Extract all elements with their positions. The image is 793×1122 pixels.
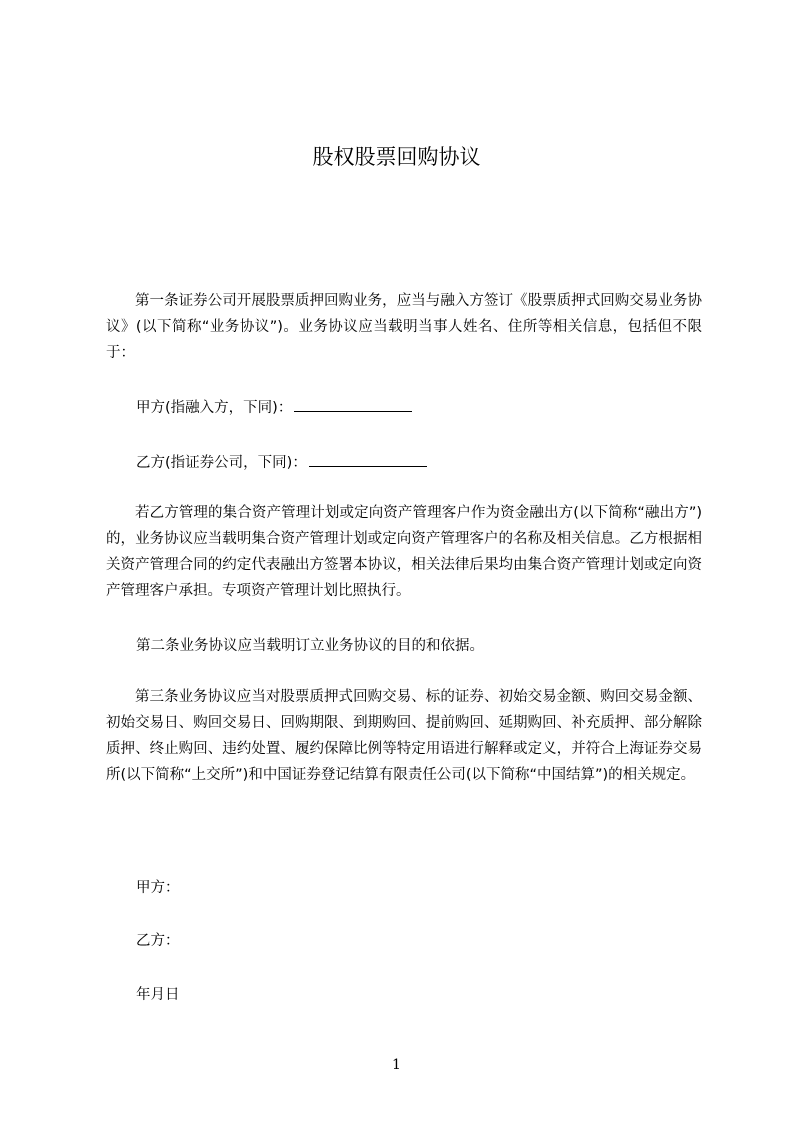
- signature-date: 年月日: [136, 987, 180, 1003]
- party-a-line: [136, 395, 412, 421]
- page-number: 1: [392, 1057, 401, 1073]
- party-a-label: 甲方(指融入方，下同)：: [136, 400, 293, 416]
- party-b-line: [136, 450, 427, 476]
- signature-party-b: 乙方：: [136, 933, 180, 949]
- party-a-blank: [294, 397, 412, 412]
- article-3-paragraph: 第三条业务协议应当对股票质押式回购交易、标的证券、初始交易金额、购回交易金额、初始交易日、购回交易日、回购期限、到期购回、提前购回、延期购回、补充质押、部分解除质押、终止购回、违约处置、履约保障比例等特定用语进行解释或定义，并符合上海证券交易所(以下简称“上交所”)和中国证券登记结算有限责任公司(以下简称“中国结算”)的相关规定。: [106, 689, 702, 783]
- signature-party-a: 甲方：: [136, 880, 180, 896]
- asset-management-paragraph: 若乙方管理的集合资产管理计划或定向资产管理客户作为资金融出方(以下简称“融出方”)的，业务协议应当载明集合资产管理计划或定向资产管理客户的名称及相关信息。乙方根据相关资产管理合同的约定代表融出方签署本协议，相关法律后果均由集合资产管理计划或定向资产管理客户承担。专项资产管理计划比照执行。: [106, 505, 702, 599]
- party-b-label: 乙方(指证券公司，下同)：: [136, 455, 307, 471]
- party-b-blank: [309, 452, 427, 467]
- document-title: 股权股票回购协议: [312, 145, 481, 169]
- article-1-paragraph: 第一条证券公司开展股票质押回购业务，应当与融入方签订《股票质押式回购交易业务协议》(以下简称“业务协议”)。业务协议应当载明当事人姓名、住所等相关信息，包括但不限于：: [106, 293, 702, 361]
- article-2-paragraph: 第二条业务协议应当载明订立业务协议的目的和依据。: [136, 638, 484, 654]
